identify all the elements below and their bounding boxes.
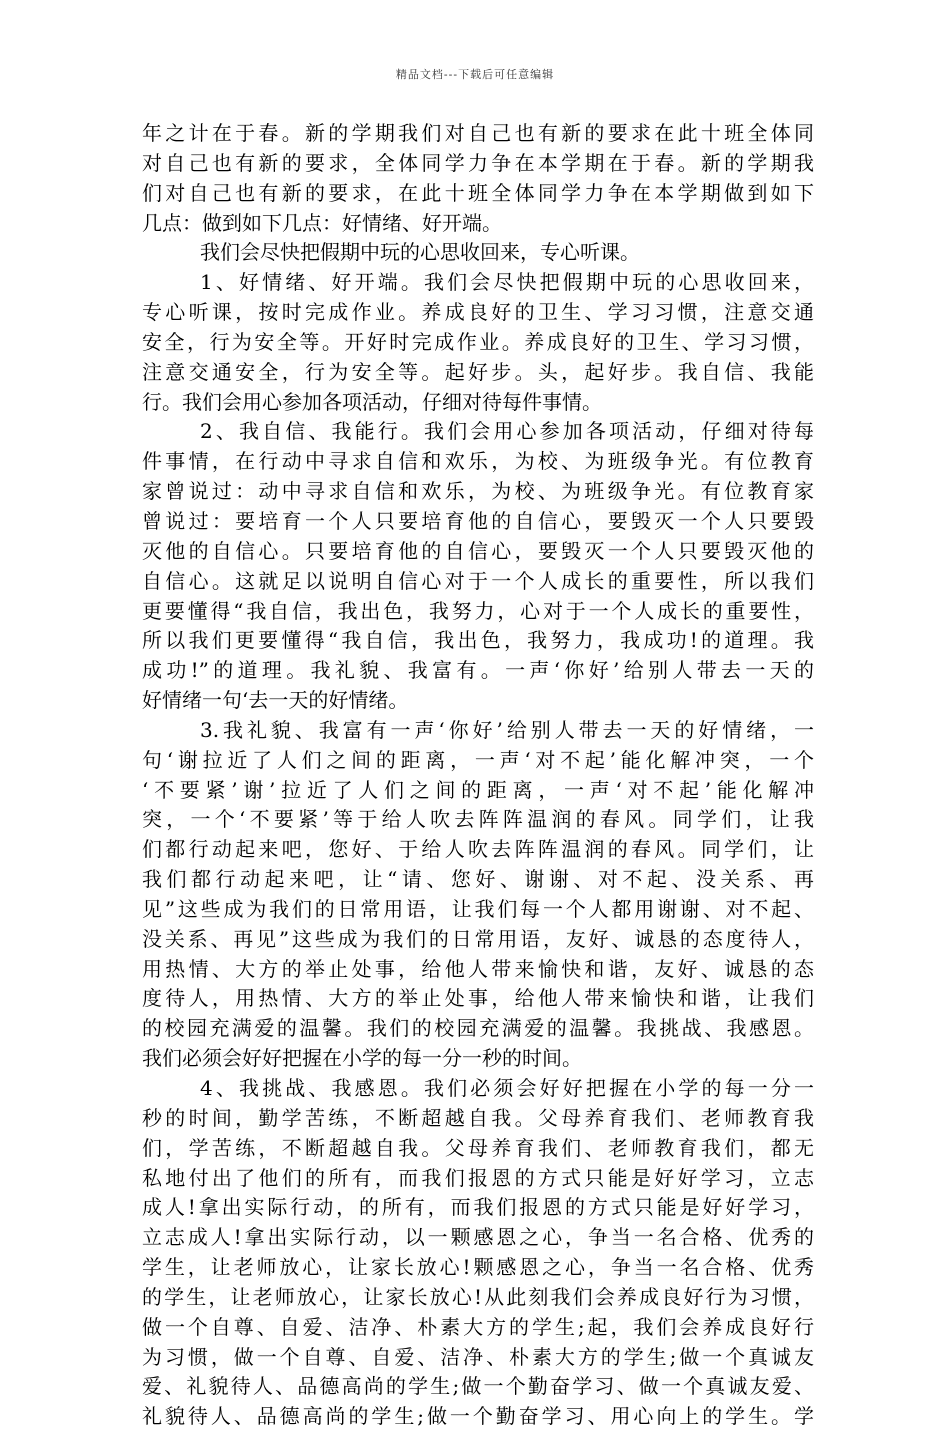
text-line: 突，一个‘不要紧’等于给人吹去阵阵温润的春风。同学们，让我 (142, 807, 814, 832)
text-line: 我们都行动起来吧，让“请、您好、谢谢、对不起、没关系、再 (142, 867, 814, 892)
text-line: 几点：做到如下几点：好情绪、好开端。 (142, 210, 502, 235)
text-line: 们，学苦练，不断超越自我。父母养育我们、老师教育我们，都无 (142, 1135, 814, 1160)
text-line: 们对自己也有新的要求，在此十班全体同学力争在本学期做到如下 (142, 180, 814, 205)
text-line: 立志成人!拿出实际行动，以一颗感恩之心，争当一名合格、优秀的 (142, 1225, 814, 1250)
text-line: 度待人，用热情、大方的举止处事，给他人带来愉快和谐，让我们 (142, 986, 814, 1011)
text-line: 2、我自信、我能行。我们会用心参加各项活动，仔细对待每 (200, 419, 814, 444)
text-line: 4、我挑战、我感恩。我们必须会好好把握在小学的每一分一 (200, 1076, 814, 1100)
text-line: 我们会尽快把假期中玩的心思收回来，专心听课。 (200, 240, 640, 265)
text-line: 3.我礼貌、我富有一声‘你好’给别人带去一天的好情绪，一 (200, 717, 814, 742)
text-line: 用热情、大方的举止处事，给他人带来愉快和谐，友好、诚恳的态 (142, 956, 814, 981)
text-line: 1、好情绪、好开端。我们会尽快把假期中玩的心思收回来， (200, 270, 814, 295)
text-line: 对自己也有新的要求，全体同学力争在本学期在于春。新的学期我 (142, 150, 814, 175)
text-line: 年之计在于春。新的学期我们对自己也有新的要求在此十班全体同 (142, 121, 814, 145)
text-line: 私地付出了他们的所有，而我们报恩的方式只能是好好学习，立志 (142, 1165, 814, 1190)
text-line: 为习惯，做一个自尊、自爱、洁净、朴素大方的学生;做一个真诚友 (142, 1344, 814, 1369)
text-line: 注意交通安全，行为安全等。起好步。头，起好步。我自信、我能 (142, 359, 814, 384)
text-line: 专心听课，按时完成作业。养成良好的卫生、学习习惯，注意交通 (142, 300, 814, 325)
text-line: 所以我们更要懂得“我自信，我出色，我努力，我成功!的道理。我 (142, 628, 814, 653)
text-line: 安全，行为安全等。开好时完成作业。养成良好的卫生、学习习惯， (142, 329, 814, 354)
text-line: 我们必须会好好把握在小学的每一分一秒的时间。 (142, 1046, 582, 1071)
text-line: 曾说过：要培育一个人只要培育他的自信心，要毁灭一个人只要毁 (142, 508, 814, 533)
text-line: 的校园充满爱的温馨。我们的校园充满爱的温馨。我挑战、我感恩。 (142, 1016, 814, 1041)
text-line: 行。我们会用心参加各项活动，仔细对待每件事情。 (142, 389, 602, 414)
page-header-note: 精品文档---下载后可任意编辑 (395, 68, 555, 81)
text-line: 礼貌待人、品德高尚的学生;做一个勤奋学习、用心向上的学生。学 (142, 1404, 814, 1429)
text-line: 句‘谢拉近了人们之间的距离，一声‘对不起’能化解冲突，一个 (142, 747, 814, 772)
body-text (142, 119, 814, 1432)
text-line: ‘不要紧’谢’拉近了人们之间的距离，一声‘对不起’能化解冲 (142, 777, 814, 802)
text-line: 更要懂得“我自信，我出色，我努力，心对于一个人成长的重要性， (142, 598, 814, 623)
text-line: 成功!”的道理。我礼貌、我富有。一声‘你好’给别人带去一天的 (142, 658, 814, 683)
text-line: 件事情，在行动中寻求自信和欢乐，为校、为班级争光。有位教育 (142, 449, 814, 474)
text-line: 自信心。这就足以说明自信心对于一个人成长的重要性，所以我们 (142, 568, 814, 593)
text-line: 灭他的自信心。只要培育他的自信心，要毁灭一个人只要毁灭他的 (142, 538, 814, 563)
text-line: 成人!拿出实际行动，的所有，而我们报恩的方式只能是好好学习， (142, 1195, 814, 1220)
text-line: 学生，让老师放心，让家长放心!颗感恩之心，争当一名合格、优秀 (142, 1255, 814, 1280)
text-line: 好情绪一句‘去一天的好情绪。 (142, 688, 409, 713)
text-line: 的学生，让老师放心，让家长放心!从此刻我们会养成良好行为习惯， (142, 1284, 814, 1309)
text-line: 秒的时间，勤学苦练，不断超越自我。父母养育我们、老师教育我 (142, 1105, 814, 1130)
text-line: 们都行动起来吧，您好、于给人吹去阵阵温润的春风。同学们，让 (142, 837, 814, 862)
text-line: 见”这些成为我们的日常用语，让我们每一个人都用谢谢、对不起、 (142, 896, 814, 921)
text-line: 没关系、再见”这些成为我们的日常用语，友好、诚恳的态度待人， (142, 926, 814, 951)
text-line: 爱、礼貌待人、品德高尚的学生;做一个勤奋学习、做一个真诚友爱、 (142, 1374, 814, 1399)
text-line: 家曾说过：动中寻求自信和欢乐，为校、为班级争光。有位教育家 (142, 479, 814, 504)
text-line: 做一个自尊、自爱、洁净、朴素大方的学生;起，我们会养成良好行 (142, 1314, 814, 1339)
